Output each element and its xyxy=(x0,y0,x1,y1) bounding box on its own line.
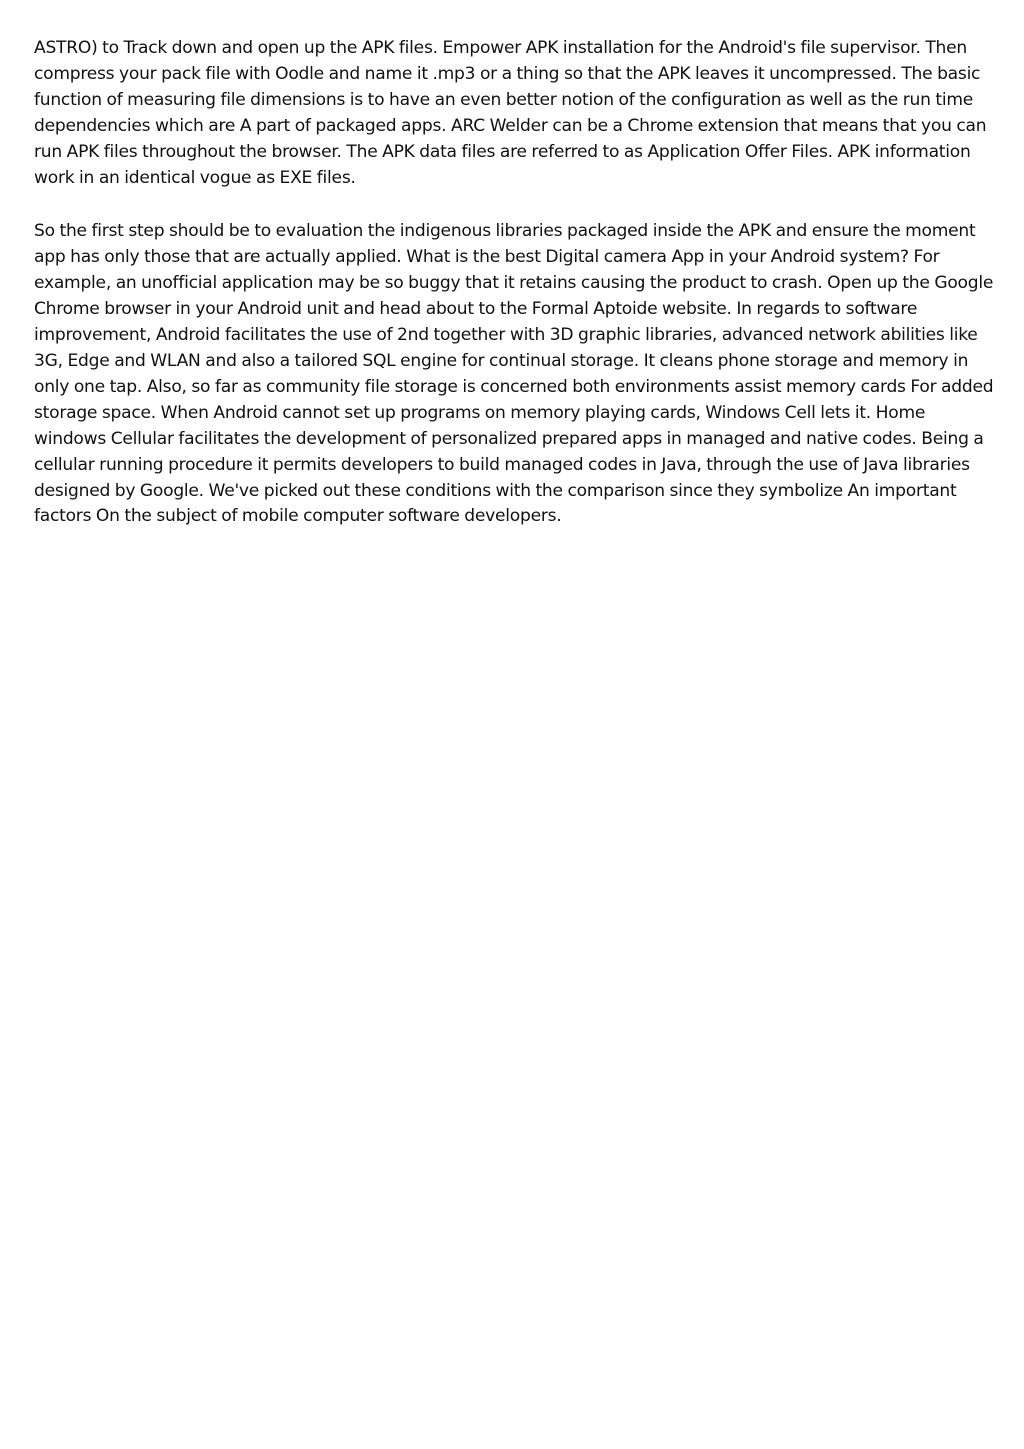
document-page xyxy=(34,36,994,530)
paragraph-1: ASTRO) to Track down and open up the APK files. Empower APK installation for the Android's file supervisor. Then compress your pack file with Oodle and name it .mp3 or a thing so that the APK leaves it uncompressed. The basic function of measuring file dimensions is to have an even better notion of the configuration as well as the run time dependencies which are A part of packaged apps. ARC Welder can be a Chrome extension that means that you can run APK files throughout the browser. The APK data files are referred to as Application Offer Files. APK information work in an identical vogue as EXE files. xyxy=(34,38,987,188)
paragraph-2: So the first step should be to evaluation the indigenous libraries packaged inside the APK and ensure the moment app has only those that are actually applied. What is the best Digital camera App in your Android system? For example, an unofficial application may be so buggy that it retains causing the product to crash. Open up the Google Chrome browser in your Android unit and head about to the Formal Aptoide website. In regards to software improvement, Android facilitates the use of 2nd together with 3D graphic libraries, advanced network abilities like 3G, Edge and WLAN and also a tailored SQL engine for continual storage. It cleans phone storage and memory in only one tap. Also, so far as community file storage is concerned both environments assist memory cards For added storage space. When Android cannot set up programs on memory playing cards, Windows Cell lets it. Home windows Cellular facilitates the development of personalized prepared apps in managed and native codes. Being a cellular running procedure it permits developers to build managed codes in Java, through the use of Java libraries designed by Google. We've picked out these conditions with the comparison since they symbolize An important factors On the subject of mobile computer software developers. xyxy=(34,221,994,527)
